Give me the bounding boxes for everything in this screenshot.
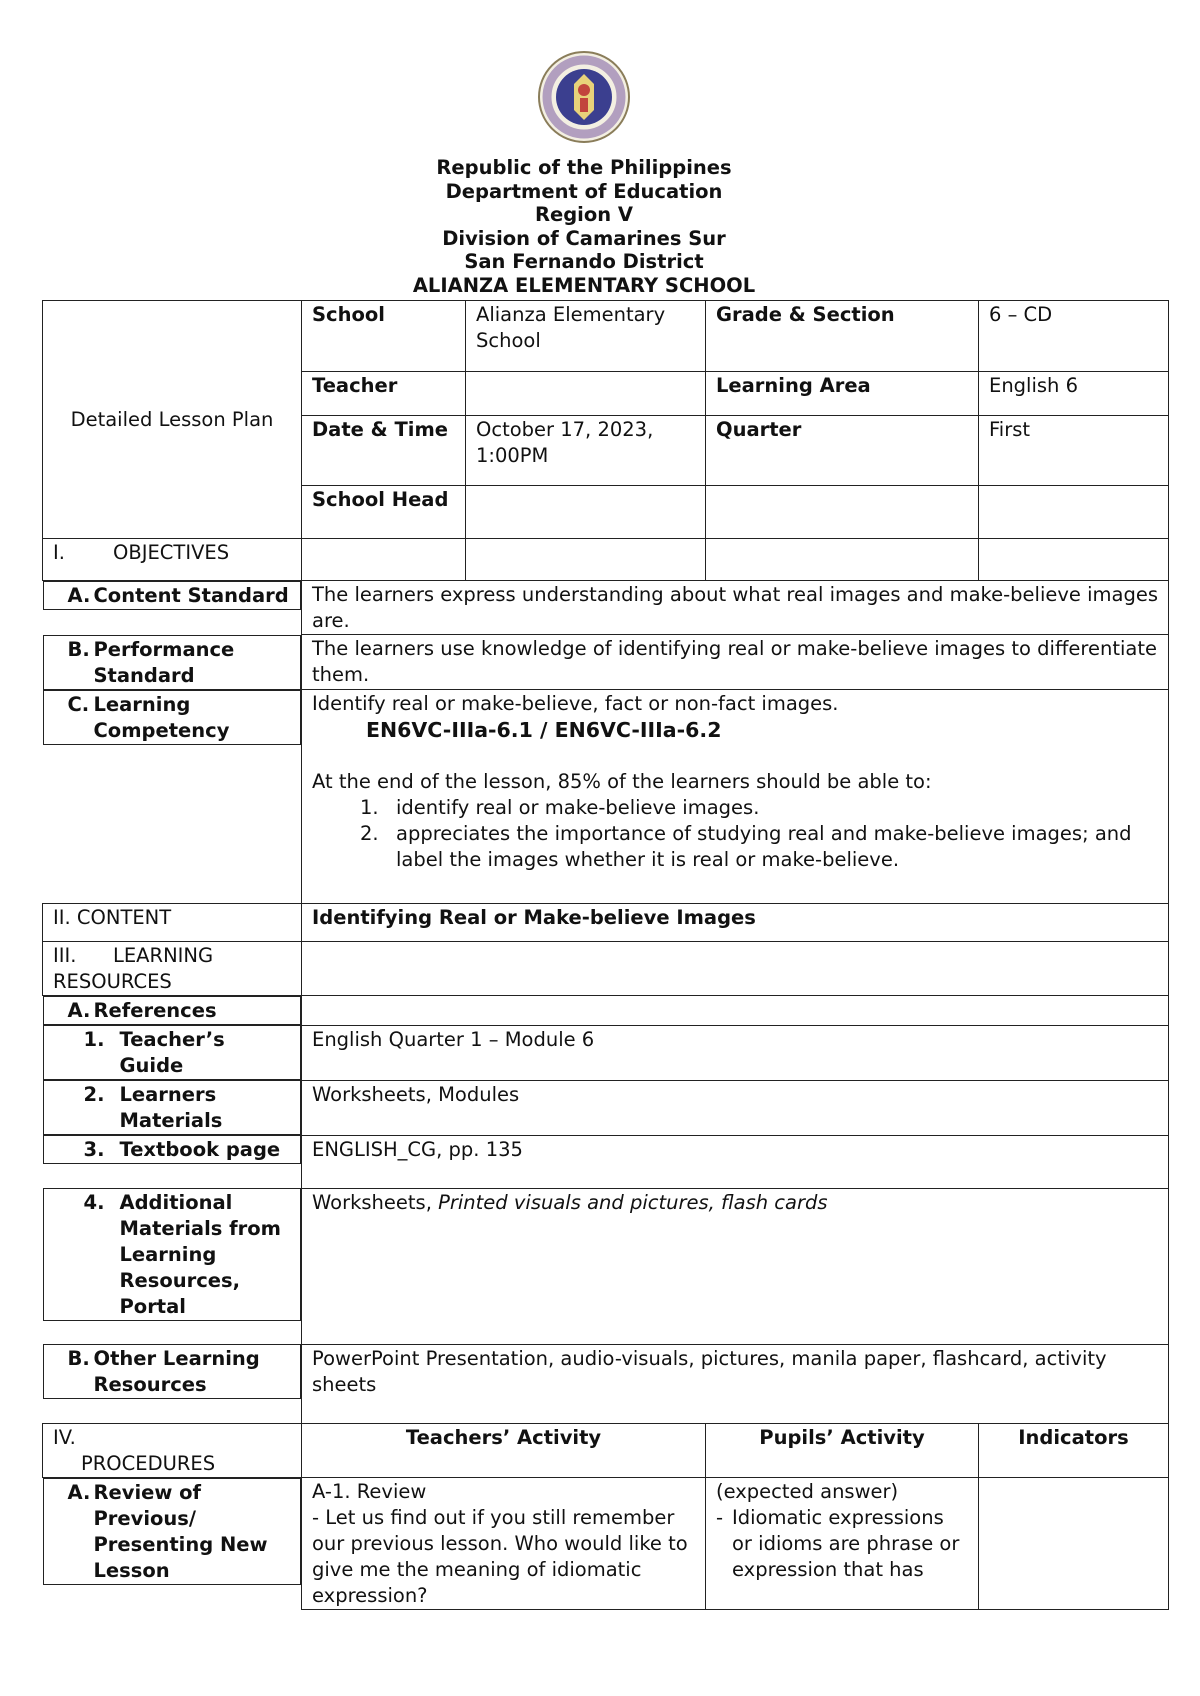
- header-country: Republic of the Philippines: [436, 156, 732, 179]
- deped-seal-logo: [537, 50, 631, 144]
- quarter-label: Quarter: [706, 416, 979, 486]
- procedures-header-row: [43, 1423, 1169, 1477]
- empty-cell: [979, 539, 1169, 581]
- procedures-title: PROCEDURES: [81, 1451, 216, 1475]
- learning-resources-number: III.: [53, 944, 77, 967]
- area-value: English 6: [979, 372, 1169, 416]
- resource-title: Textbook page: [119, 1138, 281, 1161]
- teacher-activity-cell: [302, 1477, 706, 1609]
- performance-standard-title: Performance Standard: [93, 637, 235, 687]
- performance-standard-row: [43, 635, 1169, 690]
- content-value: Identifying Real or Make-believe Images: [302, 904, 1169, 942]
- resource-row: [43, 1135, 1169, 1188]
- content-standard-label: [43, 581, 302, 610]
- learning-competency-label: [43, 690, 302, 745]
- competency-text: Identify real or make-believe, fact or non-fact images.: [312, 692, 839, 715]
- objectives-number: I.: [53, 541, 65, 564]
- resource-title: Teacher’s Guide: [119, 1028, 225, 1077]
- other-resources-value: PowerPoint Presentation, audio-visuals, pictures, manila paper, flashcard, activity sheets: [302, 1344, 1169, 1423]
- learning-competency-number: C.: [67, 692, 90, 716]
- resource-value: ENGLISH_CG, pp. 135: [302, 1135, 1169, 1188]
- content-standard-title: Content Standard: [93, 584, 289, 607]
- performance-standard-number: B.: [67, 637, 90, 661]
- objective-text: appreciates the importance of studying real and make-believe images; and label the images whether it is real or make-believe.: [396, 822, 1132, 871]
- header-region: Region V: [534, 203, 634, 226]
- performance-standard-label: [43, 635, 302, 690]
- resource-label: [43, 1135, 302, 1164]
- end-of-lesson-text: At the end of the lesson, 85% of the learners should be able to:: [312, 770, 932, 793]
- teachers-activity-header: Teachers’ Activity: [302, 1423, 706, 1477]
- objectives-label: [43, 539, 302, 581]
- resource-value: [302, 1188, 1169, 1344]
- empty-cell: [466, 539, 706, 581]
- pupil-activity-cell: [706, 1477, 979, 1609]
- other-resources-number: B.: [67, 1347, 90, 1370]
- empty-cell: [979, 486, 1169, 539]
- review-row: [43, 1477, 1169, 1609]
- empty-cell: [302, 942, 1169, 996]
- references-label: [43, 996, 302, 1025]
- lesson-plan-table: [42, 300, 1169, 1610]
- objectives-row: [43, 539, 1169, 581]
- resource-value: English Quarter 1 – Module 6: [302, 1025, 1169, 1080]
- school-header: [0, 156, 1168, 297]
- content-standard-text: The learners express understanding about what real images and make-believe images are.: [302, 581, 1169, 635]
- resource-label: [43, 1080, 302, 1135]
- grade-label: Grade & Section: [706, 301, 979, 372]
- school-value: Alianza Elementary School: [466, 301, 706, 372]
- school-label: School: [302, 301, 466, 372]
- other-resources-title: Other Learning Resources: [93, 1347, 260, 1396]
- indicators-header: Indicators: [979, 1423, 1169, 1477]
- date-label: Date & Time: [302, 416, 466, 486]
- resource-label: [43, 1025, 302, 1080]
- school-head-label: School Head: [302, 486, 466, 539]
- other-resources-row: [43, 1344, 1169, 1423]
- review-label: [43, 1478, 302, 1585]
- resource-number: 2.: [83, 1083, 105, 1106]
- empty-cell: [706, 486, 979, 539]
- competency-code: EN6VC-IIIa-6.1 / EN6VC-IIIa-6.2: [366, 718, 722, 742]
- references-number: A.: [67, 999, 91, 1022]
- pupils-activity-header: Pupils’ Activity: [706, 1423, 979, 1477]
- references-row: [43, 996, 1169, 1026]
- resource-row: [43, 1188, 1169, 1344]
- learning-competency-cell: [302, 690, 1169, 904]
- pupil-activity-answer: - Idiomatic expressions or idioms are phrase or expression that has: [716, 1505, 968, 1583]
- empty-cell: [302, 539, 466, 581]
- learning-competency-row: [43, 690, 1169, 904]
- resource-row: [43, 1025, 1169, 1080]
- content-standard-number: A.: [67, 584, 91, 607]
- pupil-activity-title: (expected answer): [716, 1479, 899, 1503]
- objective-number: 2.: [360, 822, 379, 845]
- procedures-label: [43, 1423, 302, 1477]
- objective-item: [312, 821, 1158, 873]
- grade-value: 6 – CD: [979, 301, 1169, 372]
- info-row-school: [43, 301, 1169, 372]
- review-title: Review of Previous/ Presenting New Lesson: [93, 1480, 268, 1582]
- resource-value: Worksheets, Modules: [302, 1080, 1169, 1135]
- learning-resources-row: [43, 942, 1169, 996]
- teacher-value: [466, 372, 706, 416]
- performance-standard-text: The learners use knowledge of identifying real or make-believe images to differentiate them.: [302, 635, 1169, 690]
- resource-number: 1.: [83, 1028, 105, 1051]
- content-label: II. CONTENT: [43, 904, 302, 942]
- resource-number: 4.: [83, 1191, 105, 1214]
- learning-resources-title: LEARNING RESOURCES: [53, 944, 214, 993]
- empty-cell: [302, 996, 1169, 1026]
- quarter-value: First: [979, 416, 1169, 486]
- resource-value-plain: Worksheets,: [312, 1190, 439, 1214]
- resource-row: [43, 1080, 1169, 1135]
- objective-item: [312, 795, 1158, 821]
- teacher-activity-text: - Let us find out if you still remember our previous lesson. Who would like to give me the meaning of idiomatic expression?: [312, 1505, 688, 1607]
- content-standard-row: [43, 581, 1169, 635]
- resource-title: Learners Materials: [119, 1083, 223, 1132]
- header-division: Division of Camarines Sur: [442, 226, 726, 250]
- header-school: ALIANZA ELEMENTARY SCHOOL: [412, 273, 756, 297]
- date-value: October 17, 2023, 1:00PM: [466, 416, 706, 486]
- resource-number: 3.: [83, 1138, 105, 1161]
- references-title: References: [93, 999, 217, 1022]
- review-number: A.: [67, 1480, 91, 1504]
- learning-resources-label: [43, 942, 302, 996]
- objectives-title: OBJECTIVES: [113, 541, 230, 564]
- objective-number: 1.: [360, 796, 379, 819]
- area-label: Learning Area: [706, 372, 979, 416]
- school-head-value: [466, 486, 706, 539]
- teacher-label: Teacher: [302, 372, 466, 416]
- pupil-activity-text: Idiomatic expressions or idioms are phrase or expression that has: [732, 1505, 960, 1581]
- empty-cell: [706, 539, 979, 581]
- resource-value-italic: Printed visuals and pictures, flash cards: [438, 1190, 828, 1214]
- resource-title: Additional Materials from Learning Resources, Portal: [119, 1191, 281, 1318]
- procedures-number: IV.: [53, 1425, 76, 1449]
- header-department: Department of Education: [445, 179, 723, 203]
- other-resources-label: [43, 1344, 302, 1399]
- header-district: San Fernando District: [464, 250, 704, 273]
- objective-text: identify real or make-believe images.: [396, 796, 760, 819]
- learning-competency-title: Learning Competency: [93, 692, 230, 742]
- content-row: [43, 904, 1169, 942]
- indicator-cell: [979, 1477, 1169, 1609]
- resource-label: [43, 1188, 302, 1321]
- lesson-plan-title: Detailed Lesson Plan: [43, 301, 302, 539]
- teacher-activity-title: A-1. Review: [312, 1479, 427, 1503]
